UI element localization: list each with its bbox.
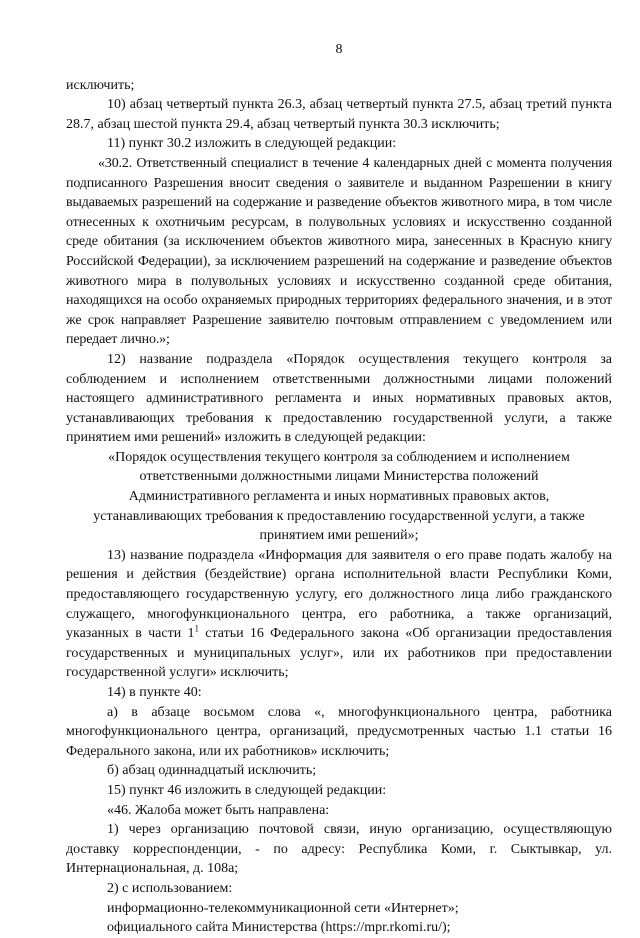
paragraph-item-10: 10) абзац четвертый пункта 26.3, абзац четвертый пункта 27.5, абзац третий пункта 28.7, абзац шестой пункта 29.4, абзац четвертый пункта 30.3 исключить;: [66, 97, 612, 132]
paragraph-item-14: 14) в пункте 40:: [107, 685, 202, 700]
subsection-title-line: «Порядок осуществления текущего контроля за соблюдением и исполнением: [108, 449, 570, 465]
paragraph-subitem-a: а) в абзаце восьмом слова «, многофункционального центра, работника многофункционального центра, организаций, предусмотренных частью 1.1 статьи 16 Федерального закона, или их работников» исключить;: [66, 704, 612, 759]
paragraph-item-13-text: 13) название подраздела «Информация для заявителя о его праве подать жалобу на решения и действия (бездействие) органа исполнительной власти Республики Коми, предоставляющего государственную услугу, его должностного лица либо гражданского служащего, многофункционального центра, его работника, а также организаций, указанных в части 1: [66, 547, 612, 642]
paragraph-internet: информационно-телекоммуникационной сети «Интернет»;: [107, 900, 459, 916]
paragraph-item-13-text-end: статьи 16 Федерального закона «Об организации предоставления государственных и муниципальных услуг», или их работников при предоставлении государственной услуги» исключить;: [66, 626, 612, 681]
subsection-title-block: [66, 448, 612, 546]
paragraph-item-15: 15) пункт 46 изложить в следующей редакции:: [107, 782, 387, 798]
paragraph-item-12: 12) название подраздела «Порядок осуществления текущего контроля за соблюдением и исполнением ответственными должностными лицами положений настоящего административного регламента и иных нормативных правовых актов, устанавливающих требования к предоставлению государственной услуги, а также принятием ими решений» изложить в следующей редакции:: [66, 351, 612, 446]
paragraph-clause-30-2: «30.2. Ответственный специалист в течение 4 календарных дней с момента получения подписанного Разрешения вносит сведения о заявителе и выданном Разрешении в книгу выдаваемых разрешений на содержание и разведение объектов животного мира, в том числе отнесенных к охотничьим ресурсам, в полувольных условиях и искусственно созданной среде обитания (за исключением объектов животного мира, занесенных в Красную книгу Российской Федерации), за исключением разрешений на содержание и разведение объектов животного мира в полувольных условиях и искусственно созданной среде обитания, находящихся на особо охраняемых природных территориях федерального значения, и в этот же срок направляет Разрешение заявителю почтовым отправлением с уведомлением или передает лично.»;: [66, 155, 612, 348]
paragraph-subitem-b: б) абзац одиннадцатый исключить;: [107, 763, 317, 779]
paragraph-clause-46: «46. Жалоба может быть направлена:: [107, 802, 330, 818]
paragraph-continuation: исключить;: [66, 77, 135, 93]
paragraph-official-site: официального сайта Министерства (https://mpr.rkomi.ru/);: [107, 920, 451, 936]
paragraph-item-11: 11) пункт 30.2 изложить в следующей редакции:: [107, 136, 397, 152]
paragraph-clause-46-2: 2) с использованием:: [107, 880, 233, 896]
superscript: 1: [194, 623, 199, 634]
subsection-title-line: принятием ими решений»;: [259, 528, 419, 544]
page-number: 8: [335, 42, 343, 57]
subsection-title-line: ответственными должностными лицами Министерства положений: [139, 469, 539, 485]
paragraph-clause-46-1: 1) через организацию почтовой связи, иную организацию, осуществляющую доставку корреспонденции, - по адресу: Республика Коми, г. Сыктывкар, ул. Интернациональная, д. 108а;: [66, 822, 612, 877]
subsection-title-line: Административного регламента и иных нормативных правовых актов,: [128, 489, 550, 505]
subsection-title-line: устанавливающих требования к предоставлению государственной услуги, а также: [93, 508, 585, 524]
paragraph-item-13: [66, 546, 612, 683]
